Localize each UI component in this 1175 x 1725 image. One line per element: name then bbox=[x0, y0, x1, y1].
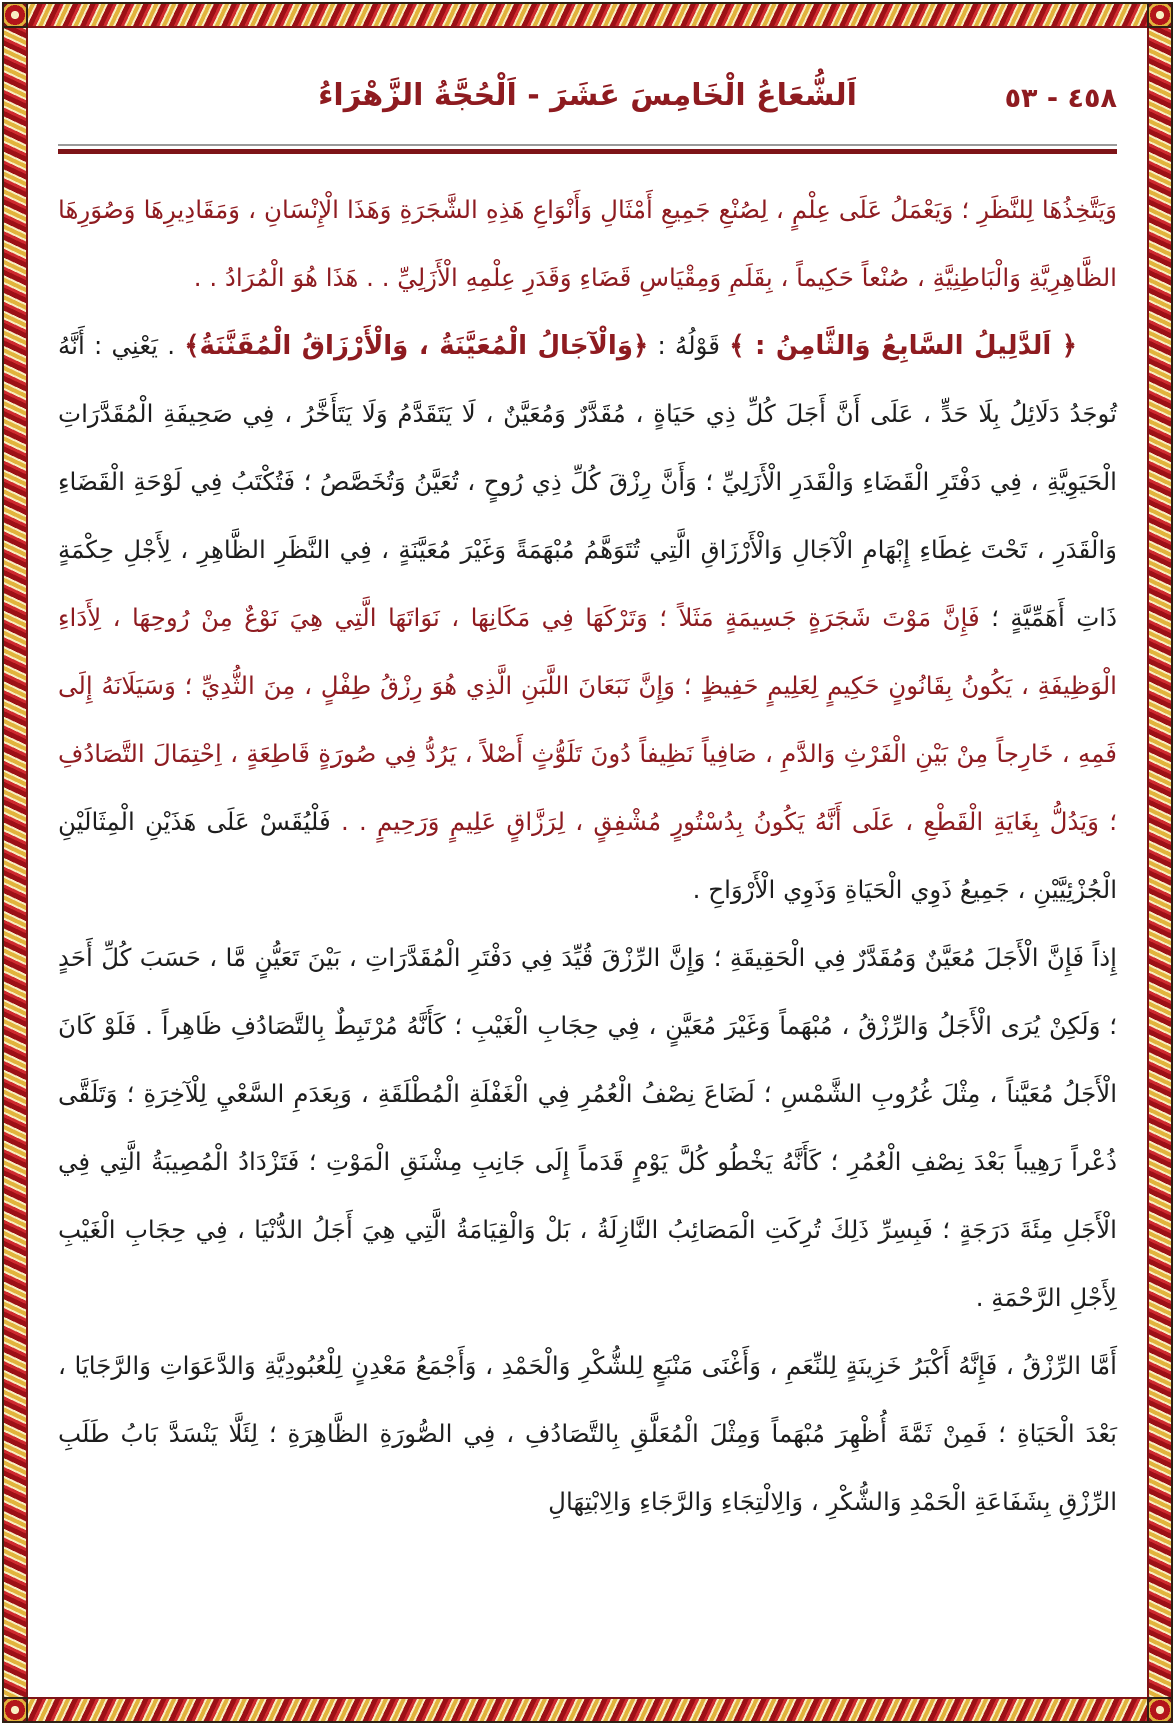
paragraph-ajal-hidden: إِذاً فَإِنَّ الْأَجَلَ مُعَيَّنٌ وَمُقَدَّرٌ فِي الْحَقِيقَةِ ؛ وَإِنَّ الرِّزْقَ قُيِّدَ فِي دَفْتَرِ الْمُقَدَّرَاتِ ، بَيْنَ تَعَيُّنٍ مَّا ، حَسَبَ كُلِّ أَحَدٍ ؛ وَلَكِنْ يُرَى الْأَجَلُ وَالرِّزْقُ ، مُبْهَماً وَغَيْرَ مُعَيَّنٍ ، فِي حِجَابِ الْغَيْبِ ؛ كَأَنَّهُ مُرْتَبِطٌ بِالتَّصَادُفِ ظَاهِراً . فَلَوْ كَانَ الْأَجَلُ مُعَيَّناً ، مِثْلَ غُرُوبِ الشَّمْسِ ؛ لَضَاعَ نِصْفُ الْعُمُرِ فِي الْغَفْلَةِ الْمُطْلَقَةِ ، وَبِعَدَمِ السَّعْيِ لِلْآخِرَةِ ؛ وَتَلَقَّى ذُعْراً رَهِيباً بَعْدَ نِصْفِ الْعُمُرِ ؛ كَأَنَّهُ يَخْطُو كُلَّ يَوْمٍ قَدَماً إِلَى جَانِبِ مِشْنَقِ الْمَوْتِ ؛ فَتَزْدَادُ الْمُصِيبَةُ الَّتِي فِي الْأَجَلِ مِئَةَ دَرَجَةٍ ؛ فَبِسِرِّ ذَلِكَ تُرِكَتِ الْمَصَائِبُ النَّازِلَةُ ، بَلْ وَالْقِيَامَةُ الَّتِي هِيَ أَجَلُ الدُّنْيَا ، فِي حِجَابِ الْغَيْبِ لِأَجْلِ الرَّحْمَةِ . bbox=[58, 943, 1117, 1312]
qawluhu-label: قَوْلُهُ : bbox=[657, 331, 720, 360]
body-text bbox=[58, 176, 1117, 1536]
page-number: ٤٥٨ - ٥٣ bbox=[1004, 83, 1117, 114]
border-left-band bbox=[2, 2, 28, 1723]
yani-label: . يَعْنِي : bbox=[94, 331, 175, 360]
header-rule-thick-line bbox=[58, 149, 1117, 154]
border-corner-rosette bbox=[1147, 1697, 1173, 1723]
border-corner-rosette bbox=[2, 1697, 28, 1723]
proof-text-red-example: فَإِنَّ مَوْتَ شَجَرَةٍ جَسِيمَةٍ مَثَلاً ؛ وَتَرْكَهَا فِي مَكَانِهَا ، نَوَاتَهَا الَّتِي هِيَ نَوْعٌ مِنْ رُوحِهَا ، لِأَدَاءِ الْوَظِيفَةِ ، يَكُونُ بِقَانُونٍ حَكِيمٍ لِعَلِيمٍ حَفِيظٍ ؛ وَإِنَّ نَبَعَانَ اللَّبَنِ الَّذِي هُوَ رِزْقُ طِفْلٍ ، مِنَ الثُّدِيِّ ؛ وَسَيَلَانَهُ إِلَى فَمِهِ ، خَارِجاً مِنْ بَيْنِ الْفَرْثِ وَالدَّمِ ، صَافِياً نَظِيفاً دُونَ تَلَوُّثٍ أَصْلاً ، يَرُدُّ فِي صُورَةٍ قَاطِعَةٍ ، اِحْتِمَالَ التَّصَادُفِ ؛ وَيَدُلُّ بِغَايَةِ الْقَطْعِ ، عَلَى أَنَّهُ يَكُونُ بِدُسْتُورٍ مُشْفِقٍ ، لِرَزَّاقٍ عَلِيمٍ وَرَحِيمٍ . . bbox=[58, 603, 1117, 836]
border-top-band bbox=[2, 2, 1173, 28]
header-rule-thin-line bbox=[58, 144, 1117, 146]
header-rule bbox=[58, 144, 1117, 154]
proof-text-black: أَنَّهُ تُوجَدُ دَلَائِلُ بِلَا حَدٍّ ، عَلَى أَنَّ أَجَلَ كُلِّ ذِي حَيَاةٍ ، مُقَدَّرٌ وَمُعَيَّنٌ ، لَا يَتَقَدَّمُ وَلَا يَتَأَخَّرُ ، فِي صَحِيفَةِ الْمُقَدَّرَاتِ الْحَيَوِيَّةِ ، فِي دَفْتَرِ الْقَضَاءِ وَالْقَدَرِ الْأَزَلِيِّ ؛ وَأَنَّ رِزْقَ كُلِّ ذِي رُوحٍ ، تُعَيَّنُ وَتُخَصَّصُ ؛ فَتُكْتَبُ فِي لَوْحَةِ الْقَضَاءِ وَالْقَدَرِ ، تَحْتَ غِطَاءِ إِبْهَامِ الْآجَالِ وَالْأَرْزَاقِ الَّتِي تُتَوَهَّمُ مُبْهَمَةً وَغَيْرَ مُعَيَّنَةٍ ، فِي النَّظَرِ الظَّاهِرِ ، لِأَجْلِ حِكْمَةٍ ذَاتِ أَهَمِّيَّةٍ ؛ bbox=[58, 331, 1117, 632]
quoted-phrase: ﴿وَالْآجَالُ الْمُعَيَّنَةُ ، وَالْأَرْزَاقُ الْمُقَنَّنَةُ﴾ bbox=[184, 331, 649, 361]
paragraph-rizq: أَمَّا الرِّزْقُ ، فَإِنَّهُ أَكْبَرُ خَزِينَةٍ لِلنِّعَمِ ، وَأَغْنَى مَنْبَعٍ لِلشُّكْرِ وَالْحَمْدِ ، وَأَجْمَعُ مَعْدِنٍ لِلْعُبُودِيَّةِ وَالدَّعَوَاتِ وَالرَّجَايَا ، بَعْدَ الْحَيَاةِ ؛ فَمِنْ ثَمَّةَ أُظْهِرَ مُبْهَماً وَمِثْلَ الْمُعَلَّقِ بِالتَّصَادُفِ ، فِي الصُّورَةِ الظَّاهِرَةِ ؛ لِئَلَّا يَنْسَدَّ بَابُ طَلَبِ الرِّزْقِ بِشَفَاعَةِ الْحَمْدِ وَالشُّكْرِ ، وَالِالْتِجَاءِ وَالرَّجَاءِ وَالِابْتِهَالِ bbox=[58, 1351, 1117, 1516]
page-header bbox=[58, 78, 1117, 136]
border-corner-rosette bbox=[2, 2, 28, 28]
dalil-heading: ﴿ اَلدَّلِيلُ السَّابِعُ وَالثَّامِنُ : ﴾ bbox=[729, 331, 1077, 361]
border-right-band bbox=[1147, 2, 1173, 1723]
border-corner-rosette bbox=[1147, 2, 1173, 28]
paragraph-continuation: وَيَتَّخِذُهَا لِلنَّظَرِ ؛ وَيَعْمَلُ عَلَى عِلْمٍ ، لِصُنْعِ جَمِيعِ أَمْثَالِ وَأَنْوَاعِ هَذِهِ الشَّجَرَةِ وَهَذَا الْإِنْسَانِ ، وَمَقَادِيرِهَا وَصُوَرِهَا الظَّاهِرِيَّةِ وَالْبَاطِنِيَّةِ ، صُنْعاً حَكِيماً ، بِقَلَمِ وَمِقْيَاسِ قَضَاءِ وَقَدَرِ عِلْمِهِ الْأَزَلِيِّ . . هَذَا هُوَ الْمُرَادُ . . bbox=[58, 195, 1117, 292]
page-content bbox=[58, 28, 1117, 1697]
proof-text-closing: فَلْيُقَسْ عَلَى هَذَيْنِ الْمِثَالَيْنِ الْجُزْئِيَّيْنِ ، جَمِيعُ ذَوِي الْحَيَاةِ وَذَوِي الْأَرْوَاحِ . bbox=[58, 807, 1117, 904]
border-bottom-band bbox=[2, 1697, 1173, 1723]
page-title: اَلشُّعَاعُ الْخَامِسَ عَشَرَ - اَلْحُجَّةُ الزَّهْرَاءُ bbox=[318, 78, 857, 113]
paragraph-seventh-eighth-proof bbox=[58, 312, 1117, 924]
